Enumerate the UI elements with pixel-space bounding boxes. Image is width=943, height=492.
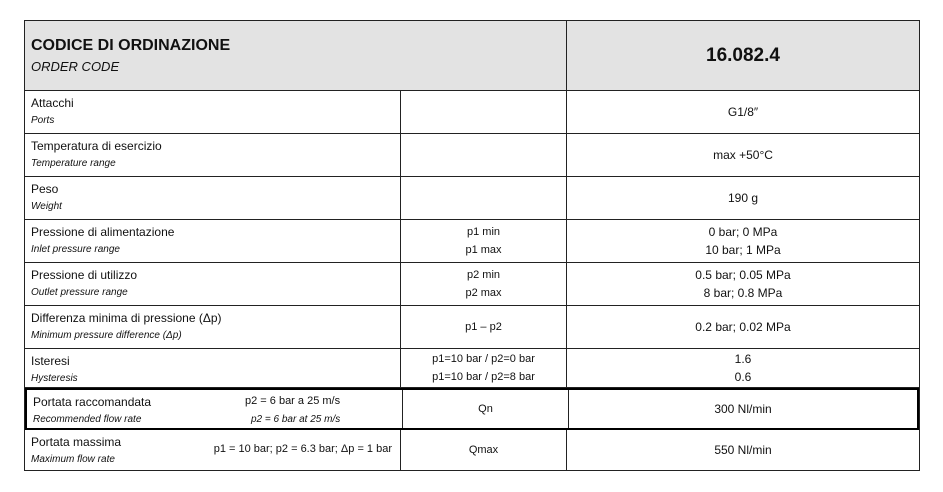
row-condition: p2 = 6 bar a 25 m/s bbox=[245, 395, 341, 407]
row-value: 0 bar; 0 MPa bbox=[708, 225, 778, 239]
value-cell bbox=[567, 349, 919, 387]
value-cell bbox=[567, 220, 919, 262]
row-symbol: p1=10 bar / p2=8 bar bbox=[432, 371, 535, 383]
row-label: Pressione di utilizzo bbox=[31, 268, 138, 282]
row-value: 0.2 bar; 0.02 MPa bbox=[695, 320, 791, 334]
row-label: Peso bbox=[31, 182, 59, 196]
row-label: Portata massima bbox=[31, 435, 122, 449]
row-value: 550 Nl/min bbox=[714, 443, 772, 457]
table-row bbox=[25, 177, 919, 220]
symbol-cell bbox=[401, 306, 567, 348]
symbol-cell bbox=[401, 220, 567, 262]
row-label-en: Maximum flow rate bbox=[31, 454, 115, 465]
row-label: Isteresi bbox=[31, 354, 70, 368]
row-label-en: Recommended flow rate bbox=[33, 414, 142, 425]
value-cell bbox=[567, 306, 919, 348]
row-label-en: Ports bbox=[31, 115, 55, 126]
row-condition: p1 = 10 bar; p2 = 6.3 bar; Δp = 1 bar bbox=[213, 443, 392, 455]
row-label-en: Minimum pressure difference (Δp) bbox=[31, 330, 182, 341]
row-symbol: p1 min bbox=[466, 226, 501, 238]
value-cell bbox=[569, 390, 917, 428]
row-symbol: p2 max bbox=[465, 287, 502, 299]
header-code-cell bbox=[567, 21, 919, 90]
table-row bbox=[25, 306, 919, 349]
row-symbol: p2 min bbox=[466, 269, 501, 281]
symbol-cell bbox=[401, 349, 567, 387]
symbol-cell bbox=[401, 177, 567, 219]
table-row bbox=[25, 91, 919, 134]
row-label-en: Outlet pressure range bbox=[31, 287, 128, 298]
symbol-cell bbox=[401, 263, 567, 305]
symbol-cell bbox=[401, 430, 567, 470]
row-symbol: Qn bbox=[478, 403, 493, 415]
row-value: 300 Nl/min bbox=[714, 402, 772, 416]
row-label: Differenza minima di pressione (Δp) bbox=[31, 311, 222, 325]
table-row bbox=[25, 220, 919, 263]
row-label-en: Temperature range bbox=[31, 158, 116, 169]
row-value: 0.6 bbox=[734, 370, 752, 384]
value-cell bbox=[567, 263, 919, 305]
value-cell bbox=[567, 430, 919, 470]
row-label: Portata raccomandata bbox=[33, 395, 152, 409]
row-symbol: p1 – p2 bbox=[465, 321, 502, 333]
row-value: 0.5 bar; 0.05 MPa bbox=[695, 268, 791, 282]
row-label: Pressione di alimentazione bbox=[31, 225, 175, 239]
row-label-en: Hysteresis bbox=[31, 373, 78, 384]
row-value: 190 g bbox=[727, 191, 759, 205]
row-value: 8 bar; 0.8 MPa bbox=[703, 286, 783, 300]
table-row bbox=[25, 263, 919, 306]
table-row bbox=[25, 134, 919, 177]
row-label: Attacchi bbox=[31, 96, 74, 110]
row-symbol: p1 max bbox=[465, 244, 502, 256]
order-code-value: 16.082.4 bbox=[706, 44, 780, 66]
value-cell bbox=[567, 91, 919, 133]
symbol-cell bbox=[401, 134, 567, 176]
symbol-cell bbox=[401, 91, 567, 133]
row-label: Temperatura di esercizio bbox=[31, 139, 162, 153]
order-code-title: CODICE DI ORDINAZIONE bbox=[31, 37, 231, 54]
table-row bbox=[25, 349, 919, 388]
row-value: max +50°C bbox=[713, 148, 773, 162]
row-symbol: Qmax bbox=[468, 444, 499, 456]
value-cell bbox=[567, 134, 919, 176]
row-symbol: p1=10 bar / p2=0 bar bbox=[432, 353, 535, 365]
row-label-en: Weight bbox=[31, 201, 62, 212]
table-row-highlighted bbox=[25, 388, 919, 430]
table-row bbox=[25, 430, 919, 470]
order-code-table bbox=[24, 20, 920, 471]
row-value: 1.6 bbox=[734, 352, 752, 366]
order-code-subtitle: ORDER CODE bbox=[31, 59, 120, 74]
table-header-row bbox=[25, 21, 919, 91]
row-label-en: Inlet pressure range bbox=[31, 244, 120, 255]
row-value: 10 bar; 1 MPa bbox=[705, 243, 781, 257]
value-cell bbox=[567, 177, 919, 219]
header-label-cell bbox=[25, 21, 567, 90]
symbol-cell bbox=[403, 390, 569, 428]
row-condition-en: p2 = 6 bar at 25 m/s bbox=[251, 414, 341, 425]
row-value: G1/8″ bbox=[727, 105, 759, 119]
